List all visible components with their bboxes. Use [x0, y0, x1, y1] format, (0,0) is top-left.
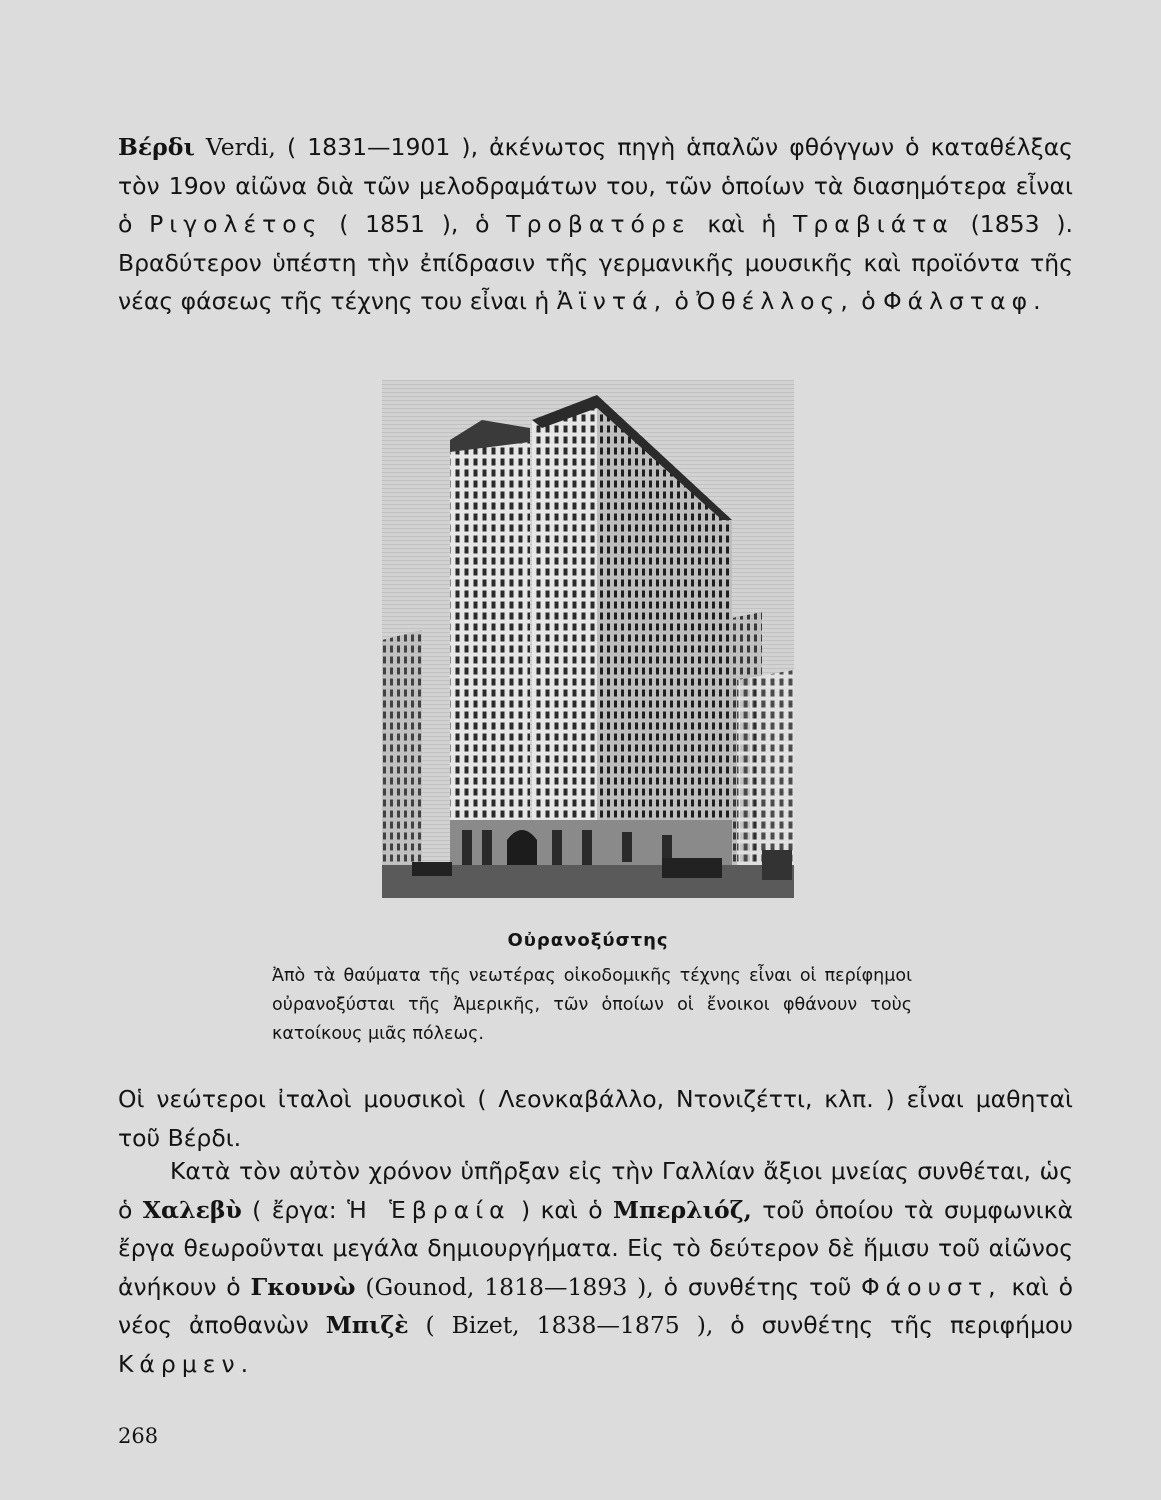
name-berlioz: Μπερλιόζ, — [613, 1195, 752, 1224]
work-faust: Φάουστ, — [861, 1272, 1002, 1301]
skyscraper-illustration — [382, 380, 794, 898]
text-segment: (1853 ). Βραδύτερον ὑπέστη τὴν ἐπίδρασιν τῆς γερμανικῆς μουσικῆς καὶ προϊόντα τῆς νέας φάσεως τῆς τέχνης του εἶναι ἡ — [118, 210, 1073, 315]
text-segment: Κατὰ τὸν αὐτὸν χρόνον ὑπῆρξαν εἰς τὴν Γαλλίαν ἄξιοι μνείας συνθέται, ὡς ὁ — [118, 1157, 1073, 1224]
work-carmen: Κάρμεν. — [118, 1349, 255, 1378]
name-verdi: Βέρδι — [118, 133, 195, 161]
page-number: 268 — [118, 1424, 159, 1448]
text-segment: ὁ συνθέτης τοῦ — [653, 1272, 862, 1301]
name-verdi-latin: Verdi, — [205, 133, 276, 161]
text-segment: καὶ ὁ νέος ἀποθανὼν — [118, 1272, 1073, 1339]
work-othello: Ὀθέλλος, — [696, 287, 854, 315]
paragraph-verdi — [118, 128, 1073, 321]
gounod-dates: (Gounod, 1818—1893 ), — [355, 1272, 654, 1301]
name-bizet: Μπιζὲ — [325, 1311, 409, 1339]
text-segment: ( ἔργα: — [241, 1195, 348, 1224]
work-aida: Ἀϊντά, — [556, 287, 668, 315]
work-traviata: Τραβιάτα — [793, 210, 954, 238]
text-segment: ( 1831—1901 ), ἀκένωτος πηγὴ ἁπαλῶν φθόγγων ὁ καταθέλξας τὸν 19ον αἰῶνα διὰ τῶν μελοδραμάτων του, τῶν ὁποίων τὰ διασημότερα εἶναι ὁ — [118, 133, 1073, 238]
work-trovatore: Τροβατόρε — [506, 210, 691, 238]
text-segment: ὁ — [853, 287, 884, 315]
text-segment: ) καὶ ὁ — [510, 1195, 614, 1224]
figure-caption: Ἀπὸ τὰ θαύματα τῆς νεωτέρας οἰκοδομικῆς τέχνης εἶναι οἱ περίφημοι οὐρανοξύσται τῆς Ἀμερικῆς, τῶν ὁποίων οἱ ἔνοικοι φθάνουν τοὺς κατοίκους μιᾶς πόλεως. — [272, 966, 912, 1044]
work-falstaff: Φάλσταφ. — [883, 287, 1047, 315]
text-segment: ὁ — [667, 287, 697, 315]
text-segment: τοῦ ὁποίου τὰ συμφωνικὰ ἔργα θεωροῦνται μεγάλα δημιουργήματα. Εἰς τὸ δεύτερον δὲ ἥμισυ τοῦ αἰῶνος ἀνήκουν ὁ — [118, 1195, 1074, 1301]
skyscraper-drawing — [382, 380, 794, 898]
name-halevy: Χαλεβὺ — [142, 1195, 242, 1224]
work-ebraia: Ἡ Ἑβραία — [347, 1195, 511, 1224]
paragraph-french-composers — [118, 1152, 1073, 1383]
text-segment: ( 1851 ), ὁ — [322, 210, 507, 238]
text-segment: καὶ ἡ — [690, 210, 794, 238]
name-gounod: Γκουνὼ — [250, 1272, 356, 1301]
work-rigoletto: Ριγολέτος — [149, 210, 323, 238]
bizet-dates: ( Bizet, 1838—1875 ), — [408, 1311, 714, 1339]
paragraph-italian-musicians: Οἱ νεώτεροι ἰταλοὶ μουσικοὶ ( Λεονκαβάλλο, Ντονιζέττι, κλπ. ) εἶναι μαθηταὶ τοῦ Βέρδι. — [118, 1085, 1073, 1152]
text-segment: ὁ συνθέτης τῆς περιφήμου — [713, 1311, 1073, 1339]
figure-title: Οὐρανοξύστης — [507, 930, 669, 951]
